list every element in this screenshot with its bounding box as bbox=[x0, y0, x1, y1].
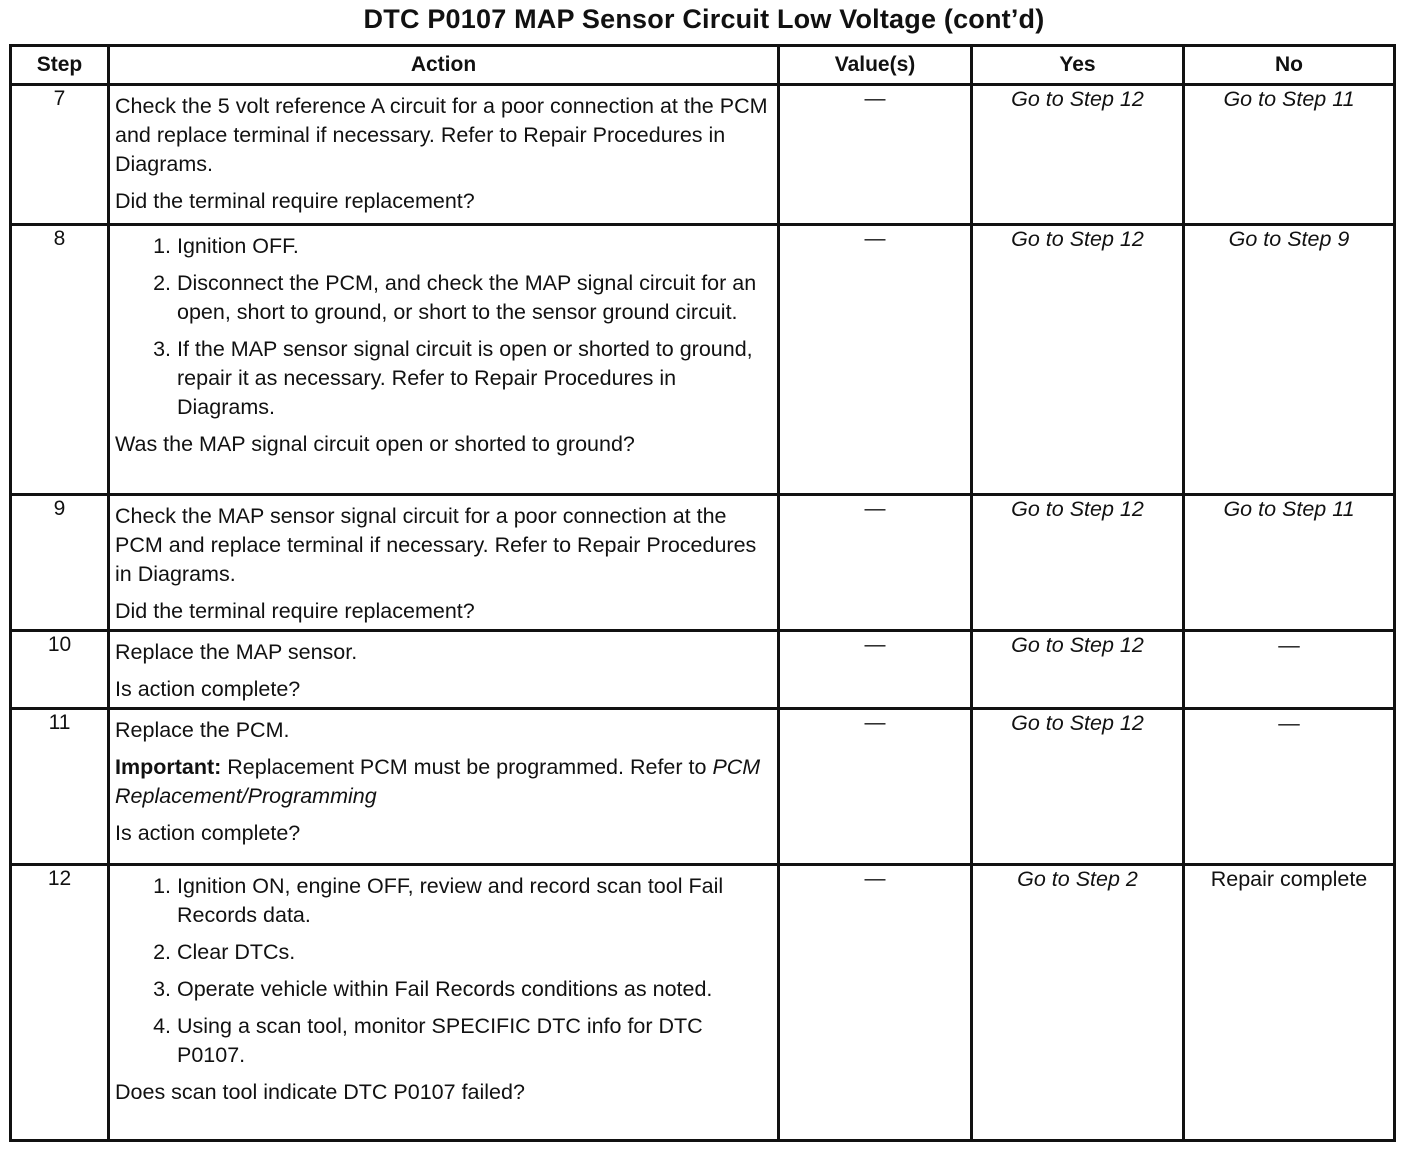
action-cell bbox=[109, 865, 779, 1141]
action-cell bbox=[109, 709, 779, 865]
yes-cell: Go to Step 12 bbox=[972, 85, 1184, 225]
table-row bbox=[11, 631, 1395, 709]
header-step: Step bbox=[11, 46, 109, 85]
step-number: 8 bbox=[11, 225, 109, 495]
no-cell: Go to Step 11 bbox=[1184, 495, 1395, 631]
header-values: Value(s) bbox=[779, 46, 972, 85]
action-text: Check the 5 volt reference A circuit for a poor connection at the PCM and replace terminal if necessary. Refer to Repair Procedures in Diagrams. bbox=[115, 94, 768, 176]
action-list bbox=[115, 872, 773, 1070]
step-number: 10 bbox=[11, 631, 109, 709]
value-cell: — bbox=[779, 225, 972, 495]
diagnostic-table bbox=[9, 44, 1396, 1142]
list-item: 4. Using a scan tool, monitor SPECIFIC DTC info for DTC P0107. bbox=[177, 1012, 773, 1070]
yes-cell: Go to Step 12 bbox=[972, 709, 1184, 865]
action-text: Check the MAP sensor signal circuit for a poor connection at the PCM and replace terminal if necessary. Refer to Repair Procedures in Diagrams. bbox=[115, 504, 757, 586]
value-cell: — bbox=[779, 631, 972, 709]
action-question: Is action complete? bbox=[115, 677, 301, 701]
list-item: 1. Ignition ON, engine OFF, review and record scan tool Fail Records data. bbox=[177, 872, 773, 930]
table-row bbox=[11, 709, 1395, 865]
action-question: Does scan tool indicate DTC P0107 failed? bbox=[115, 1080, 525, 1104]
value-cell: — bbox=[779, 85, 972, 225]
important-reference: PCM Replacement/Programming bbox=[115, 755, 761, 808]
action-text: Replace the PCM. bbox=[115, 718, 290, 742]
no-cell: Repair complete bbox=[1184, 865, 1395, 1141]
no-cell: Go to Step 9 bbox=[1184, 225, 1395, 495]
step-number: 12 bbox=[11, 865, 109, 1141]
value-cell: — bbox=[779, 495, 972, 631]
list-item: 2. Clear DTCs. bbox=[177, 938, 773, 967]
yes-cell: Go to Step 12 bbox=[972, 225, 1184, 495]
action-cell bbox=[109, 85, 779, 225]
important-note bbox=[115, 753, 773, 811]
yes-cell: Go to Step 2 bbox=[972, 865, 1184, 1141]
header-yes: Yes bbox=[972, 46, 1184, 85]
no-cell: — bbox=[1184, 709, 1395, 865]
action-cell bbox=[109, 631, 779, 709]
table-row bbox=[11, 495, 1395, 631]
action-question: Was the MAP signal circuit open or shorted to ground? bbox=[115, 432, 635, 456]
action-question: Did the terminal require replacement? bbox=[115, 189, 475, 213]
table-row bbox=[11, 85, 1395, 225]
action-question: Did the terminal require replacement? bbox=[115, 599, 475, 623]
important-label: Important: bbox=[115, 755, 222, 779]
important-text: Replacement PCM must be programmed. Refer to bbox=[227, 755, 707, 779]
step-number: 7 bbox=[11, 85, 109, 225]
action-cell bbox=[109, 225, 779, 495]
header-action: Action bbox=[109, 46, 779, 85]
action-cell bbox=[109, 495, 779, 631]
list-item: 2. Disconnect the PCM, and check the MAP signal circuit for an open, short to ground, or short to the sensor ground circuit. bbox=[177, 269, 773, 327]
list-item: 1. Ignition OFF. bbox=[177, 232, 773, 261]
step-number: 11 bbox=[11, 709, 109, 865]
yes-cell: Go to Step 12 bbox=[972, 495, 1184, 631]
table-row bbox=[11, 865, 1395, 1141]
header-row bbox=[11, 46, 1395, 85]
action-list bbox=[115, 232, 773, 422]
page-title: DTC P0107 MAP Sensor Circuit Low Voltage (cont’d) bbox=[363, 4, 1045, 34]
list-item: 3. Operate vehicle within Fail Records conditions as noted. bbox=[177, 975, 773, 1004]
yes-cell: Go to Step 12 bbox=[972, 631, 1184, 709]
value-cell: — bbox=[779, 865, 972, 1141]
no-cell: Go to Step 11 bbox=[1184, 85, 1395, 225]
table-row bbox=[11, 225, 1395, 495]
value-cell: — bbox=[779, 709, 972, 865]
step-number: 9 bbox=[11, 495, 109, 631]
action-text: Replace the MAP sensor. bbox=[115, 640, 358, 664]
header-no: No bbox=[1184, 46, 1395, 85]
list-item: 3. If the MAP sensor signal circuit is open or shorted to ground, repair it as necessary. Refer to Repair Procedures in Diagrams. bbox=[177, 335, 773, 422]
action-question: Is action complete? bbox=[115, 821, 301, 845]
no-cell: — bbox=[1184, 631, 1395, 709]
